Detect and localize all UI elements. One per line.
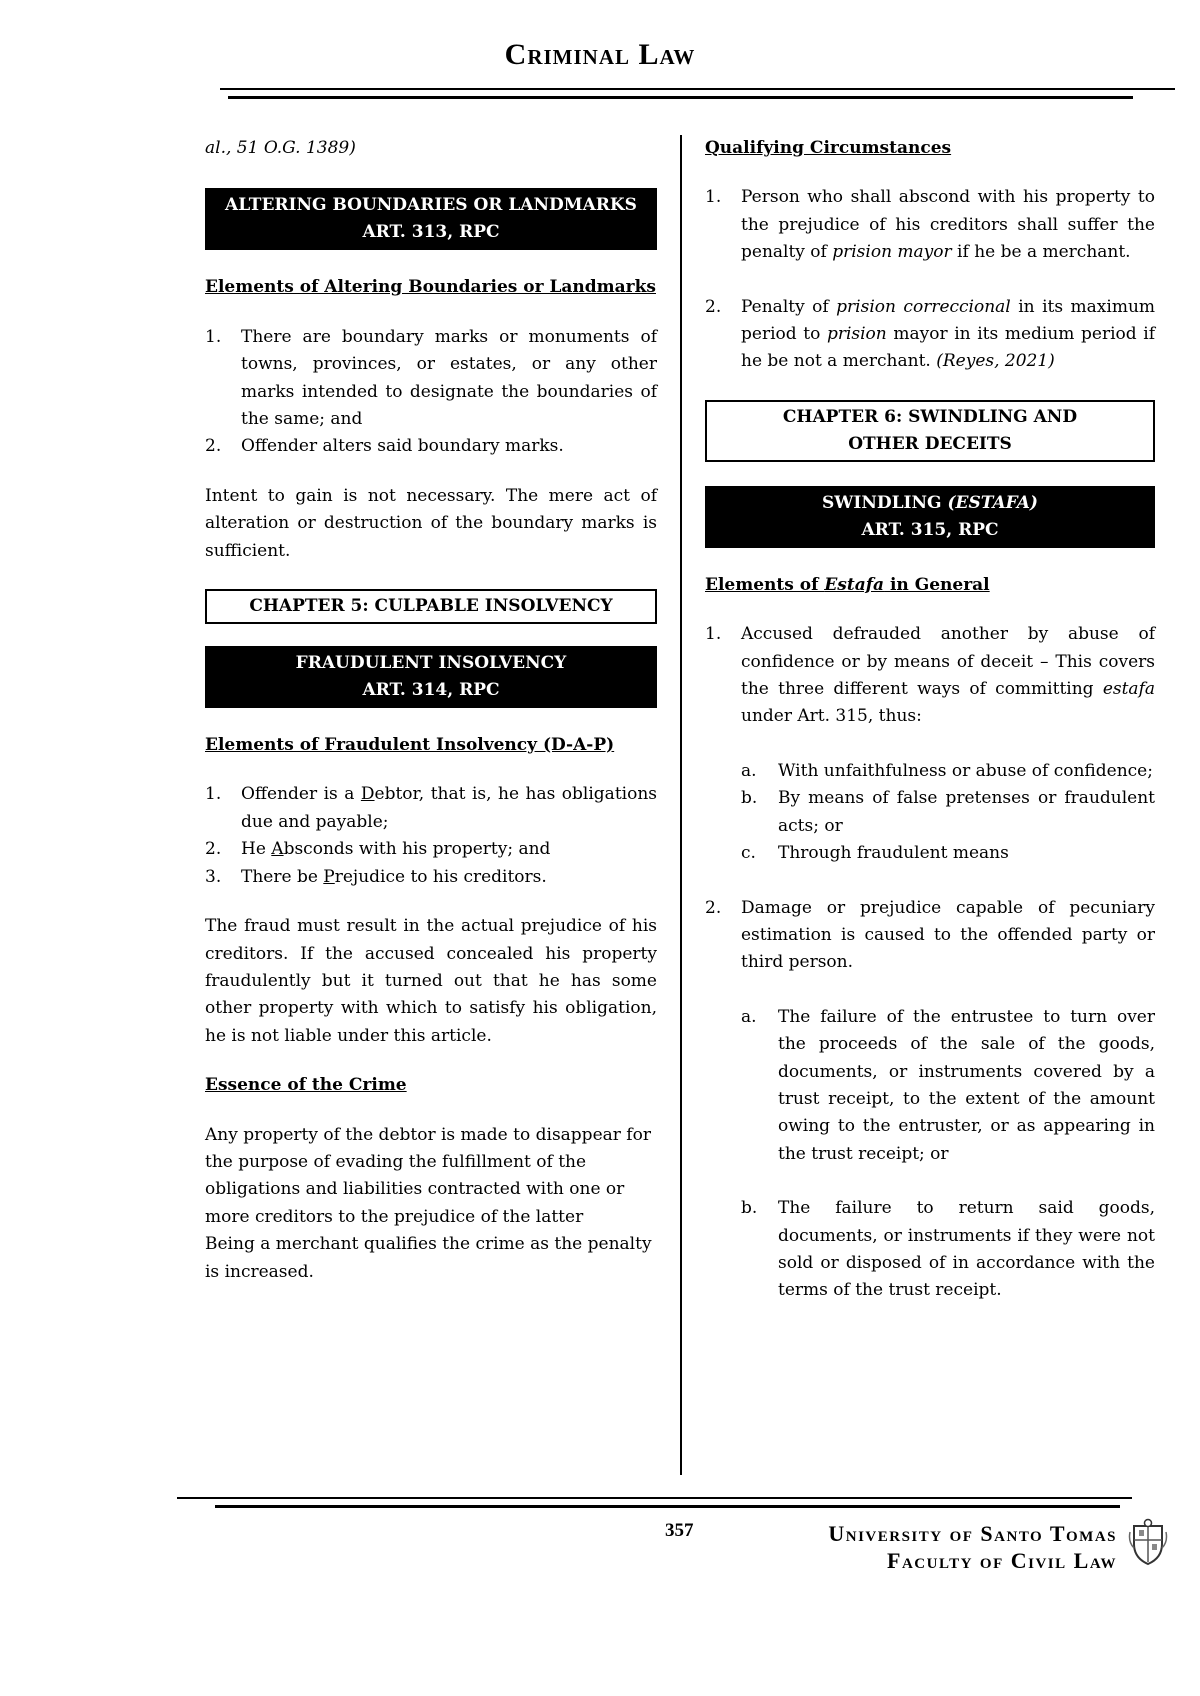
- intent-paragraph: Intent to gain is not necessary. The mere act of alteration or destruction of the boundary marks is sufficient.: [205, 485, 657, 561]
- university-name: University of Santo Tomas: [828, 1521, 1117, 1546]
- list-item: 3. There be Prejudice to his creditors.: [205, 866, 547, 887]
- chapter-6-title-line2: OTHER DECEITS: [848, 433, 1012, 454]
- list-item: 2. Offender alters said boundary marks.: [205, 436, 564, 457]
- elements-estafa-list: [705, 621, 1155, 1305]
- list-item: 2. Penalty of prision correccional in its maximum period to prision mayor in its medium period if he be not a merchant. (Reyes, 2021): [705, 296, 1156, 372]
- header-rule-upper: [220, 88, 1175, 90]
- footer-institution: [828, 1520, 1117, 1574]
- list-item: 1. Offender is a Debtor, that is, he has obligations due and payable;: [205, 784, 657, 832]
- article-315-title: SWINDLING (ESTAFA): [822, 492, 1038, 513]
- elements-estafa-heading: Elements of Estafa in General: [705, 574, 990, 595]
- elements-altering-list: [205, 324, 657, 461]
- footer-rule-upper: [177, 1497, 1132, 1499]
- citation-continuation: al., 51 O.G. 1389): [205, 138, 356, 158]
- university-crest-icon: [1128, 1518, 1168, 1566]
- left-column: [205, 135, 657, 1286]
- right-column: [705, 135, 1155, 1305]
- essence-paragraph: Any property of the debtor is made to disappear for the purpose of evading the fulfillment of the obligations and liabilities contracted with one or more creditors to the prejudice of the latter Being a merchant qualifies the crime as the penalty is increased.: [205, 1124, 652, 1282]
- article-313-number: ART. 313, RPC: [362, 222, 500, 243]
- list-item: 1. There are boundary marks or monuments of towns, provinces, or estates, or any other marks intended to designate the boundaries of the same; and: [205, 326, 657, 430]
- column-divider: [680, 135, 682, 1475]
- list-item: a. With unfaithfulness or abuse of confidence;: [741, 760, 1153, 781]
- faculty-name: Faculty of Civil Law: [887, 1548, 1117, 1573]
- list-item: 2. He Absconds with his property; and: [205, 839, 551, 860]
- article-315-number: ART. 315, RPC: [861, 519, 999, 540]
- article-314-number: ART. 314, RPC: [362, 680, 500, 701]
- essence-heading: Essence of the Crime: [205, 1075, 407, 1096]
- qualifying-heading: Qualifying Circumstances: [705, 138, 952, 158]
- chapter-5-box: [205, 589, 657, 624]
- chapter-6-box: [705, 400, 1155, 462]
- trust-receipt-sublist: [741, 1004, 1155, 1305]
- article-314-title: FRAUDULENT INSOLVENCY: [295, 653, 567, 674]
- elements-altering-heading: Elements of Altering Boundaries or Landmarks: [205, 277, 656, 298]
- fraud-paragraph: The fraud must result in the actual prejudice of his creditors. If the accused concealed his property fraudulently but it turned out that he has some other property with which to satisfy his obligation, he is not liable under this article.: [205, 916, 657, 1046]
- elements-fraudulent-list: [205, 781, 657, 891]
- list-item: b. By means of false pretenses or fraudulent acts; or: [741, 788, 1155, 836]
- chapter-6-title-line1: CHAPTER 6: SWINDLING AND: [782, 406, 1078, 427]
- list-item: 1. Accused defrauded another by abuse of confidence or by means of deceit – This covers the three different ways of committing estafa under Art. 315, thus: a. With unfaithfulness or abuse of confidence; b. By means of false pretenses or fraudulent acts; or c. Through fraudulent means: [705, 621, 1155, 867]
- list-item: 2. Damage or prejudice capable of pecuniary estimation is caused to the offended party or third person. a. The failure of the entrustee to turn over the proceeds of the sale of the goods, documents, or instruments covered by a trust receipt, to the extent of the amount owing to the entruster, or as appearing in the trust receipt; or b. The failure to return said goods, documents, or instruments if they were not sold or disposed of in accordance with the terms of the trust receipt.: [705, 895, 1155, 1305]
- estafa-ways-sublist: [741, 758, 1155, 868]
- list-item: c. Through fraudulent means: [741, 843, 1009, 864]
- elements-fraudulent-heading: Elements of Fraudulent Insolvency (D-A-P): [205, 735, 615, 756]
- chapter-5-title: CHAPTER 5: CULPABLE INSOLVENCY: [249, 596, 613, 617]
- list-item: 1. Person who shall abscond with his property to the prejudice of his creditors shall suffer the penalty of prision mayor if he be a merchant.: [705, 187, 1155, 263]
- header-rule-lower: [228, 96, 1133, 99]
- article-314-title-box: [205, 646, 657, 708]
- page-header-title: Criminal Law: [504, 38, 696, 71]
- article-313-title-box: [205, 188, 657, 250]
- page-number: 357: [665, 1520, 694, 1541]
- list-item: b. The failure to return said goods, documents, or instruments if they were not sold or disposed of in accordance with the terms of the trust receipt.: [741, 1198, 1155, 1301]
- article-313-title: ALTERING BOUNDARIES OR LANDMARKS: [225, 195, 637, 216]
- list-item: a. The failure of the entrustee to turn over the proceeds of the sale of the goods, documents, or instruments covered by a trust receipt, to the extent of the amount owing to the entruster, or as appearing in the trust receipt; or: [741, 1006, 1155, 1164]
- article-315-title-box: [705, 486, 1155, 548]
- footer-rule-lower: [215, 1505, 1120, 1508]
- qualifying-list: [705, 184, 1155, 375]
